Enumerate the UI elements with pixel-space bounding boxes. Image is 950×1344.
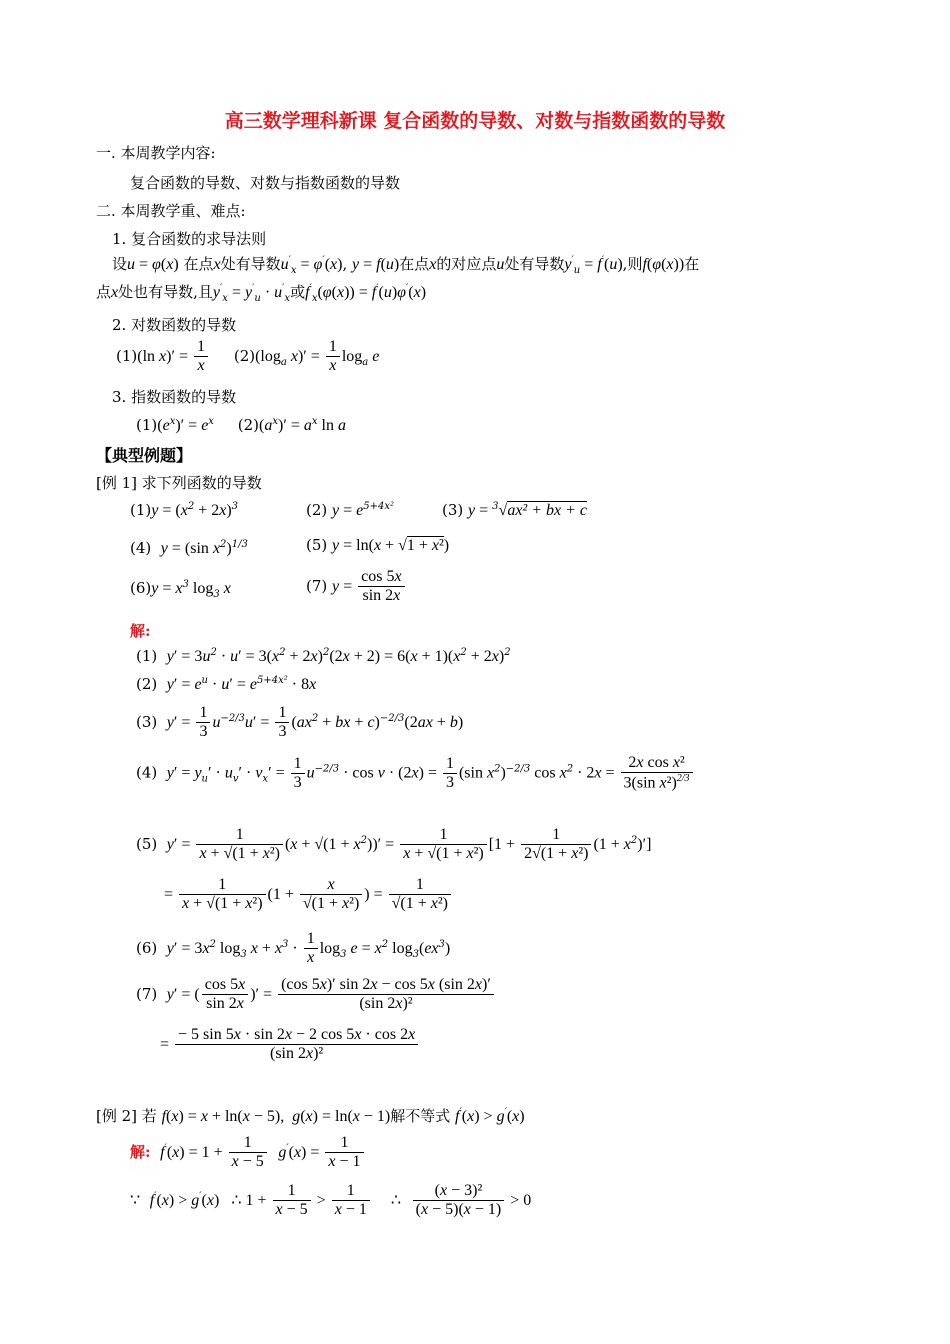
section-1-heading: 一. 本周教学内容: — [96, 144, 216, 162]
example-2-solution-2: ∵ f′(x) > g′(x) ∴ 1 + $\frac{1}{x - 5}$ > $\frac{1}{x - 1}$ ∴ $\frac{\text{(x − 3)²}}{(x - 5)(x - 1)}$ > 0 — [130, 1182, 532, 1219]
point-1-heading: 1. 复合函数的求导法则 — [112, 230, 267, 248]
log-derivative-formulas: (1)(ln x)′ = $\frac{1}{x}$ $(2)(\log_a$ x)′ = $\frac{1}{x}$ $\log_a e$ — [116, 338, 380, 375]
solution-5-cont: = $\frac{1}{\text{x + √(1 + x²)}}$ (1 + $\frac{x}{\text{√(1 + x²)}}$ ) = $\frac{1}{\text{√(1 + x²)}}$ — [164, 876, 453, 914]
example-1-label: [例 1] 求下列函数的导数 — [96, 474, 262, 492]
solution-7: (7) y′ = ( $\frac{\cos 5x}{\sin 2x}$ )′ = $\frac{(\cos 5x)' \sin 2x - \cos 5x (\sin 2x)'}{\text{(sin 2x)²}}$ — [136, 976, 496, 1014]
exp-derivative-formulas: $(1)(e^x)' = e^x$ $(2)(a^x)' = a^x$ ln a — [136, 416, 346, 434]
example-2-solution-1: 解: f′(x) = 1 + $\frac{1}{x - 5}$ g′(x) = $\frac{1}{x - 1}$ — [130, 1134, 366, 1172]
point-2-heading: 2. 对数函数的导数 — [112, 316, 237, 334]
solution-label: 解: — [130, 622, 151, 640]
ex1-problem-2: (2) $y = e^{5+4x^2}$ — [306, 501, 395, 519]
solution-6: (6) $y' = 3x^2$ $\log_3 x + x^3$ · $\frac{1}{x}$ $\log_3 e = x^2$ $\log_3(ex^3)$ — [136, 930, 451, 967]
point-3-heading: 3. 指数函数的导数 — [112, 388, 237, 406]
solution-4: (4) $y' = y_u' \cdot u_v' \cdot v_x'$ = $\frac{1}{3}$ $u^{-2/3} \cdot \cos v \cdot (2x)$ = $\frac{1}{3}$ (sin $x^2)^{-2/3}$ $\cos x^2 \cdot 2x$ = $\frac{\text{2x cos x²}}{3(\sin x^2)^{2/3}}$ — [136, 754, 695, 793]
ex1-problem-5: (5) y = ln(x + √1 + x²) — [306, 536, 450, 554]
ex1-problem-1: $(1)y = (x^2 + 2x)^3$ — [130, 501, 239, 519]
chain-rule-line-2: 点x处也有导数,且$y'_x = y'_u \cdot u'_x$或$f'_x(\varphi(x)) = f'(u)\varphi'(x)$ — [96, 283, 427, 304]
solution-1: (1) $y' = 3u^2 \cdot u' = 3(x^2 + 2x)^2(2x + 2) = 6(x + 1)(x^2 + 2x)^2$ — [136, 647, 511, 665]
ex1-problem-6: $(6)y = x^3$ $\log_3 x$ — [130, 579, 231, 600]
solution-3: (3) y′ = $\frac{1}{3}$ $u^{-2/3}u'$ = $\frac{1}{3}$ ($ax^2$ + bx + c)$^{-2/3}$(2ax + b) — [136, 704, 464, 741]
solution-5: (5) y′ = $\frac{1}{\text{x + √(1 + x²)}}$ $(x + √(1 + x^2))'$ = $\frac{1}{\text{x + √(1 + x²)}}$ [1 + $\frac{1}{\text{2√(1 + x²)}}$ $(1 + x^2)'$] — [136, 826, 652, 863]
solution-2: (2) $y' = e^u \cdot u' = e^{5+4x^2} \cdot 8x$ — [136, 675, 317, 693]
section-1-content: 复合函数的导数、对数与指数函数的导数 — [130, 174, 401, 192]
examples-heading: 【典型例题】 — [96, 446, 193, 465]
ex1-problem-3: (3) y = $^3$√ax² + bx + c — [442, 501, 588, 519]
ex1-problem-7: (7) y = $\frac{\cos 5x}{\sin 2x}$ — [306, 568, 407, 606]
ex1-problem-4: (4) y = (sin $x^2)^{1/3}$ — [130, 539, 248, 557]
section-2-heading: 二. 本周教学重、难点: — [96, 202, 246, 220]
example-2-label: [例 2] 若 f(x) = x + ln(x − 5), g(x) = ln(x − 1)解不等式 f′(x) > g′(x) — [96, 1107, 525, 1125]
chain-rule-line-1: 设u = φ(x) 在点x处有导数$u'_x = \varphi'(x)$, y = f(u)在点x的对应点u处有导数$y'_u = f'(u)$,则f(φ(x))在 — [112, 255, 700, 276]
solution-7-cont: = $\frac{- 5 \sin 5x \cdot \sin 2x - 2 \cos 5x \cdot \cos 2x}{\text{(sin 2x)²}}$ — [160, 1026, 420, 1064]
page-title: 高三数学理科新课 复合函数的导数、对数与指数函数的导数 — [224, 110, 726, 132]
